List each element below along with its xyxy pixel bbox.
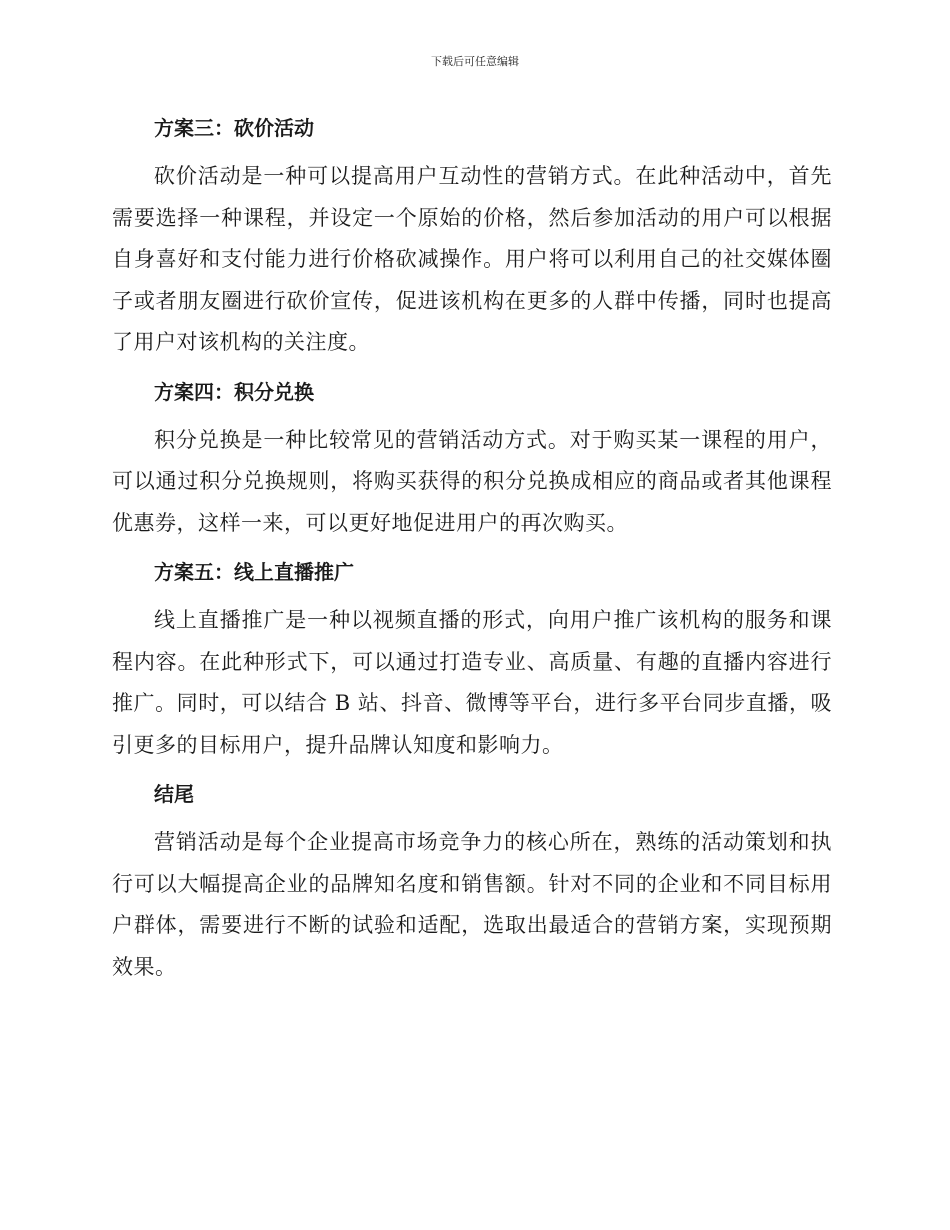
section-heading-plan-three: 方案三：砍价活动 [154, 116, 314, 140]
section-paragraph-plan-three: 砍价活动是一种可以提高用户互动性的营销方式。在此种活动中，首先需要选择一种课程，并设定一个原始的价格，然后参加活动的用户可以根据自身喜好和支付能力进行价格砍减操作。用户将可以利用自己的社交媒体圈子或者朋友圈进行砍价宣传，促进该机构在更多的人群中传播，同时也提高了用户对该机构的关注度。 [112, 164, 832, 354]
section-heading-plan-five: 方案五：线上直播推广 [154, 560, 354, 584]
document-body [112, 108, 832, 996]
section-paragraph-plan-four: 积分兑换是一种比较常见的营销活动方式。对于购买某一课程的用户，可以通过积分兑换规则，将购买获得的积分兑换成相应的商品或者其他课程优惠券，这样一来，可以更好地促进用户的再次购买。 [112, 427, 832, 535]
section-paragraph-plan-five: 线上直播推广是一种以视频直播的形式，向用户推广该机构的服务和课程内容。在此种形式下，可以通过打造专业、高质量、有趣的直播内容进行推广。同时，可以结合 B 站、抖音、微博等平台，进行多平台同步直播，吸引更多的目标用户，提升品牌认知度和影响力。 [112, 608, 832, 757]
section-heading-plan-four: 方案四：积分兑换 [154, 379, 314, 404]
page-header: 下载后可任意编辑 [431, 55, 519, 68]
section-heading-conclusion: 结尾 [154, 782, 194, 806]
section-paragraph-conclusion: 营销活动是每个企业提高市场竞争力的核心所在，熟练的活动策划和执行可以大幅提高企业的品牌知名度和销售额。针对不同的企业和不同目标用户群体，需要进行不断的试验和适配，选取出最适合的营销方案，实现预期效果。 [112, 830, 832, 979]
